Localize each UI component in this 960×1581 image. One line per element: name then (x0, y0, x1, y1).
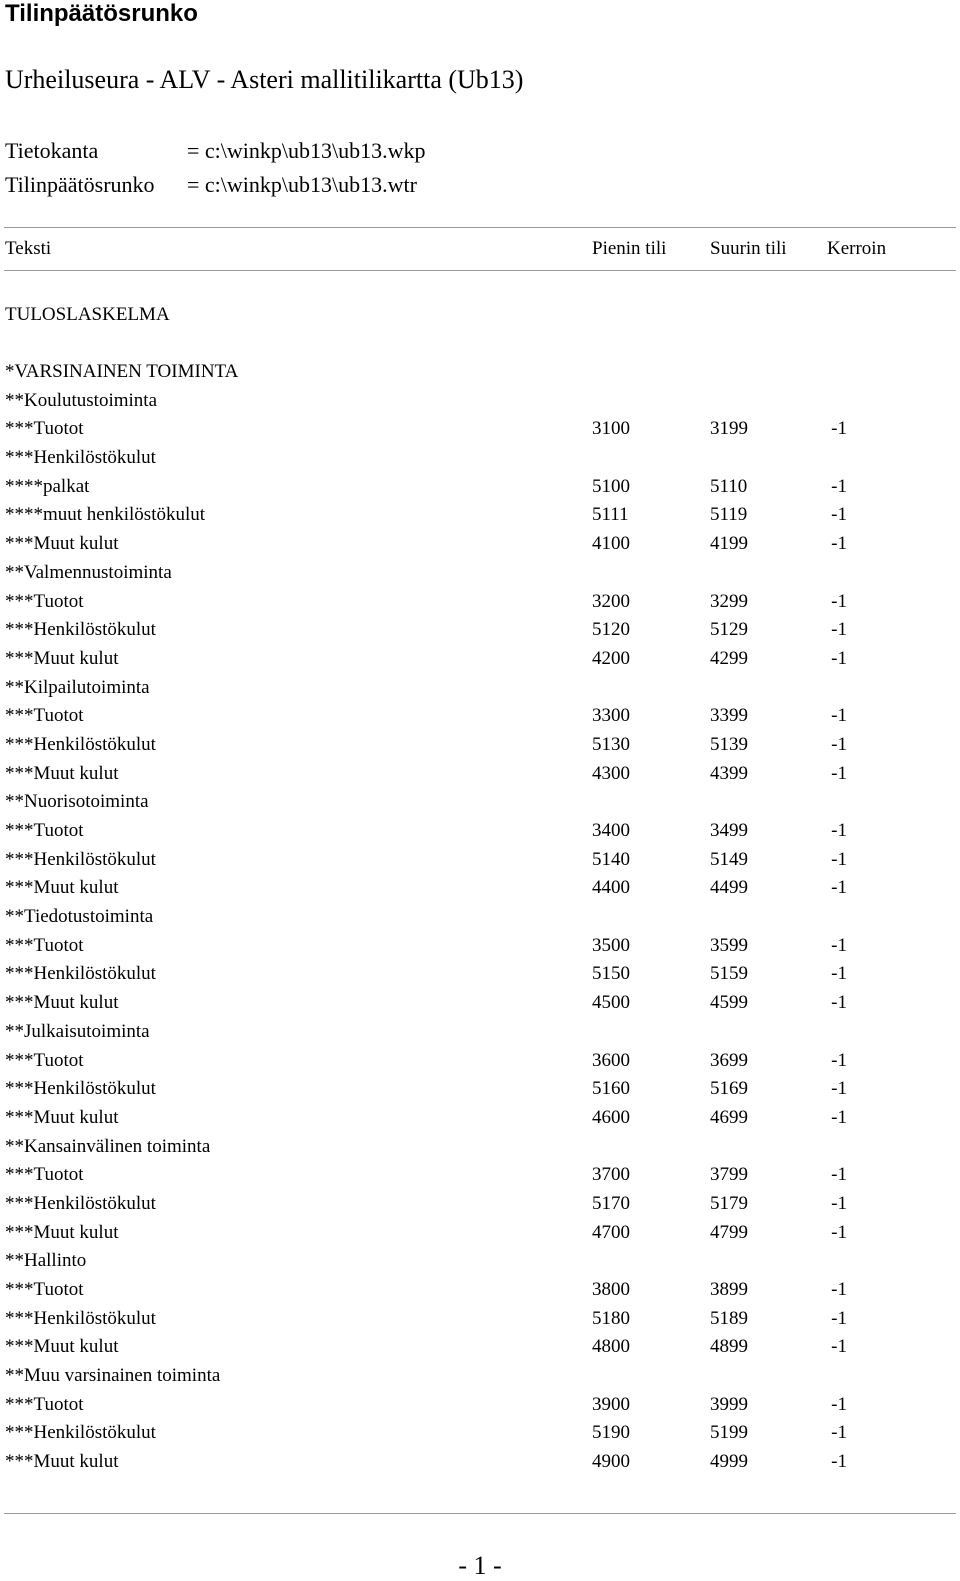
row-factor: -1 (831, 1049, 847, 1071)
account-rows-table (0, 359, 960, 1478)
row-min-account: 5120 (592, 619, 630, 641)
row-min-account: 3600 (592, 1049, 630, 1071)
row-text: *VARSINAINEN TOIMINTA (5, 361, 239, 382)
row-text: ***Tuotot (5, 820, 84, 841)
table-row (0, 1076, 960, 1105)
row-factor: -1 (831, 647, 847, 669)
row-min-account: 4200 (592, 647, 630, 669)
row-text: ***Tuotot (5, 1164, 84, 1186)
row-max-account: 3799 (710, 1164, 748, 1186)
row-text: ***Muut kulut (5, 1106, 119, 1128)
row-text: ***Muut kulut (5, 1451, 119, 1473)
row-text: **Kansainvälinen toiminta (5, 1135, 211, 1157)
row-max-account: 5169 (710, 1078, 748, 1100)
table-row (0, 388, 960, 417)
table-row (0, 990, 960, 1019)
row-text: ***Muut kulut (5, 1336, 119, 1358)
row-text: ***Henkilöstökulut (5, 1307, 156, 1329)
row-text: ***Muut kulut (5, 762, 119, 784)
row-factor: -1 (831, 1192, 847, 1214)
row-max-account: 5110 (710, 475, 748, 497)
row-min-account: 4400 (592, 877, 630, 899)
row-min-account: 4100 (592, 533, 630, 555)
column-header-min-account: Pienin tili (592, 238, 667, 259)
row-text: ***Henkilöstökulut (5, 1192, 156, 1214)
table-row (0, 1134, 960, 1163)
row-max-account: 5129 (710, 619, 748, 641)
table-row (0, 1363, 960, 1392)
page-number: - 1 - (458, 1551, 502, 1580)
table-row (0, 933, 960, 962)
header-bottom-divider (4, 270, 956, 271)
section-title: TULOSLASKELMA (5, 304, 170, 325)
table-row (0, 1248, 960, 1277)
row-max-account: 5199 (710, 1422, 748, 1444)
row-max-account: 3399 (710, 705, 748, 727)
table-row (0, 818, 960, 847)
table-row (0, 789, 960, 818)
row-factor: -1 (831, 705, 847, 727)
row-factor: -1 (831, 1393, 847, 1415)
row-max-account: 5179 (710, 1192, 748, 1214)
row-factor: -1 (831, 533, 847, 555)
row-text: ****palkat (5, 475, 90, 497)
row-text: ***Tuotot (5, 705, 84, 727)
row-factor: -1 (831, 733, 847, 755)
row-min-account: 4300 (592, 762, 630, 784)
row-min-account: 3900 (592, 1393, 630, 1415)
table-row (0, 961, 960, 990)
row-factor: -1 (831, 504, 847, 526)
row-text: ***Tuotot (5, 934, 84, 956)
row-factor: -1 (831, 1221, 847, 1243)
row-min-account: 4800 (592, 1336, 630, 1358)
row-text: **Nuorisotoiminta (5, 791, 149, 813)
column-header-factor: Kerroin (827, 238, 887, 259)
row-text: **Julkaisutoiminta (5, 1020, 150, 1042)
row-factor: -1 (831, 1336, 847, 1358)
row-min-account: 4600 (592, 1106, 630, 1128)
table-row (0, 1019, 960, 1048)
row-factor: -1 (831, 1106, 847, 1128)
row-min-account: 3400 (592, 820, 630, 841)
row-text: ***Muut kulut (5, 647, 119, 669)
row-text: ***Henkilöstökulut (5, 1422, 156, 1444)
row-factor: -1 (831, 1078, 847, 1100)
row-max-account: 4799 (710, 1221, 748, 1243)
row-text: **Tiedotustoiminta (5, 906, 154, 928)
row-factor: -1 (831, 1307, 847, 1329)
row-text: ***Henkilöstökulut (5, 733, 156, 755)
row-factor: -1 (831, 1422, 847, 1444)
row-min-account: 5170 (592, 1192, 630, 1214)
row-min-account: 4700 (592, 1221, 630, 1243)
row-min-account: 5150 (592, 963, 630, 985)
table-row (0, 1105, 960, 1134)
row-factor: -1 (831, 619, 847, 641)
header-top-divider (4, 227, 956, 228)
row-min-account: 5140 (592, 848, 630, 870)
row-min-account: 5180 (592, 1307, 630, 1329)
table-row (0, 1048, 960, 1077)
row-min-account: 5111 (592, 504, 629, 526)
row-text: ***Muut kulut (5, 1221, 119, 1243)
row-factor: -1 (831, 475, 847, 497)
row-min-account: 3800 (592, 1279, 630, 1300)
row-text: ***Henkilöstökulut (5, 963, 156, 985)
row-text: **Kilpailutoiminta (5, 676, 150, 698)
row-max-account: 4299 (710, 647, 748, 669)
info-value: = c:\winkp\ub13\ub13.wkp (187, 138, 426, 163)
table-row (0, 1277, 960, 1306)
row-max-account: 5159 (710, 963, 748, 985)
row-max-account: 3999 (710, 1393, 748, 1415)
table-row (0, 847, 960, 876)
row-min-account: 3100 (592, 418, 630, 440)
row-text: ***Henkilöstökulut (5, 619, 156, 641)
row-text: ***Tuotot (5, 1279, 84, 1300)
table-row (0, 502, 960, 531)
row-text: **Muu varsinainen toiminta (5, 1365, 221, 1387)
row-text: ***Henkilöstökulut (5, 848, 156, 870)
table-row (0, 1334, 960, 1363)
row-text: ***Tuotot (5, 590, 84, 612)
row-min-account: 5100 (592, 475, 630, 497)
row-max-account: 4999 (710, 1451, 748, 1473)
row-factor: -1 (831, 877, 847, 899)
row-text: ***Muut kulut (5, 877, 119, 899)
row-factor: -1 (831, 590, 847, 612)
table-row (0, 589, 960, 618)
table-row (0, 761, 960, 790)
row-factor: -1 (831, 1451, 847, 1473)
row-min-account: 5130 (592, 733, 630, 755)
row-text: ***Tuotot (5, 1049, 84, 1071)
table-row (0, 875, 960, 904)
row-max-account: 5189 (710, 1307, 748, 1329)
table-row (0, 732, 960, 761)
row-max-account: 4399 (710, 762, 748, 784)
row-factor: -1 (831, 963, 847, 985)
row-text: **Valmennustoiminta (5, 561, 172, 583)
row-min-account: 5160 (592, 1078, 630, 1100)
row-text: ****muut henkilöstökulut (5, 504, 206, 526)
row-max-account: 4899 (710, 1336, 748, 1358)
row-max-account: 5119 (710, 504, 748, 526)
table-row (0, 1191, 960, 1220)
table-row (0, 1420, 960, 1449)
row-max-account: 5149 (710, 848, 748, 870)
row-max-account: 4199 (710, 533, 748, 555)
row-factor: -1 (831, 992, 847, 1014)
table-row (0, 359, 960, 388)
info-label: Tilinpäätösrunko (5, 172, 155, 197)
row-text: ***Tuotot (5, 418, 84, 440)
row-text: ***Muut kulut (5, 992, 119, 1014)
table-row (0, 904, 960, 933)
row-max-account: 4499 (710, 877, 748, 899)
document-title: Tilinpäätösrunko (5, 0, 198, 27)
table-row (0, 1220, 960, 1249)
row-max-account: 3899 (710, 1279, 748, 1300)
table-row (0, 416, 960, 445)
row-max-account: 3499 (710, 820, 748, 841)
row-text: ***Tuotot (5, 1393, 84, 1415)
row-factor: -1 (831, 1164, 847, 1186)
row-max-account: 3299 (710, 590, 748, 612)
row-min-account: 4900 (592, 1451, 630, 1473)
row-factor: -1 (831, 1279, 847, 1300)
column-header-row (0, 234, 960, 264)
row-text: ***Muut kulut (5, 533, 119, 555)
row-text: **Koulutustoiminta (5, 389, 157, 411)
row-min-account: 3700 (592, 1164, 630, 1186)
row-max-account: 5139 (710, 733, 748, 755)
row-min-account: 3200 (592, 590, 630, 612)
row-max-account: 4699 (710, 1106, 748, 1128)
row-max-account: 3199 (710, 418, 748, 440)
row-max-account: 4599 (710, 992, 748, 1014)
row-factor: -1 (831, 848, 847, 870)
column-header-max-account: Suurin tili (710, 238, 787, 259)
row-max-account: 3699 (710, 1049, 748, 1071)
row-factor: -1 (831, 418, 847, 440)
table-row (0, 1306, 960, 1335)
table-row (0, 531, 960, 560)
row-factor: -1 (831, 934, 847, 956)
info-label: Tietokanta (5, 138, 99, 163)
table-row (0, 675, 960, 704)
table-row (0, 474, 960, 503)
row-factor: -1 (831, 820, 847, 841)
footer-divider (4, 1513, 956, 1514)
row-max-account: 3599 (710, 934, 748, 956)
row-min-account: 3300 (592, 705, 630, 727)
row-min-account: 3500 (592, 934, 630, 956)
column-header-text: Teksti (5, 238, 52, 259)
row-min-account: 4500 (592, 992, 630, 1014)
table-row (0, 703, 960, 732)
table-row (0, 1162, 960, 1191)
row-factor: -1 (831, 762, 847, 784)
table-row (0, 1449, 960, 1478)
row-text: **Hallinto (5, 1250, 87, 1272)
table-row (0, 617, 960, 646)
table-row (0, 445, 960, 474)
row-text: ***Henkilöstökulut (5, 1078, 156, 1100)
document-subtitle: Urheiluseura - ALV - Asteri mallitilikartta (Ub13) (5, 65, 524, 94)
row-min-account: 5190 (592, 1422, 630, 1444)
row-text: ***Henkilöstökulut (5, 447, 156, 469)
table-row (0, 1392, 960, 1421)
table-row (0, 646, 960, 675)
table-row (0, 560, 960, 589)
info-value: = c:\winkp\ub13\ub13.wtr (187, 172, 417, 197)
